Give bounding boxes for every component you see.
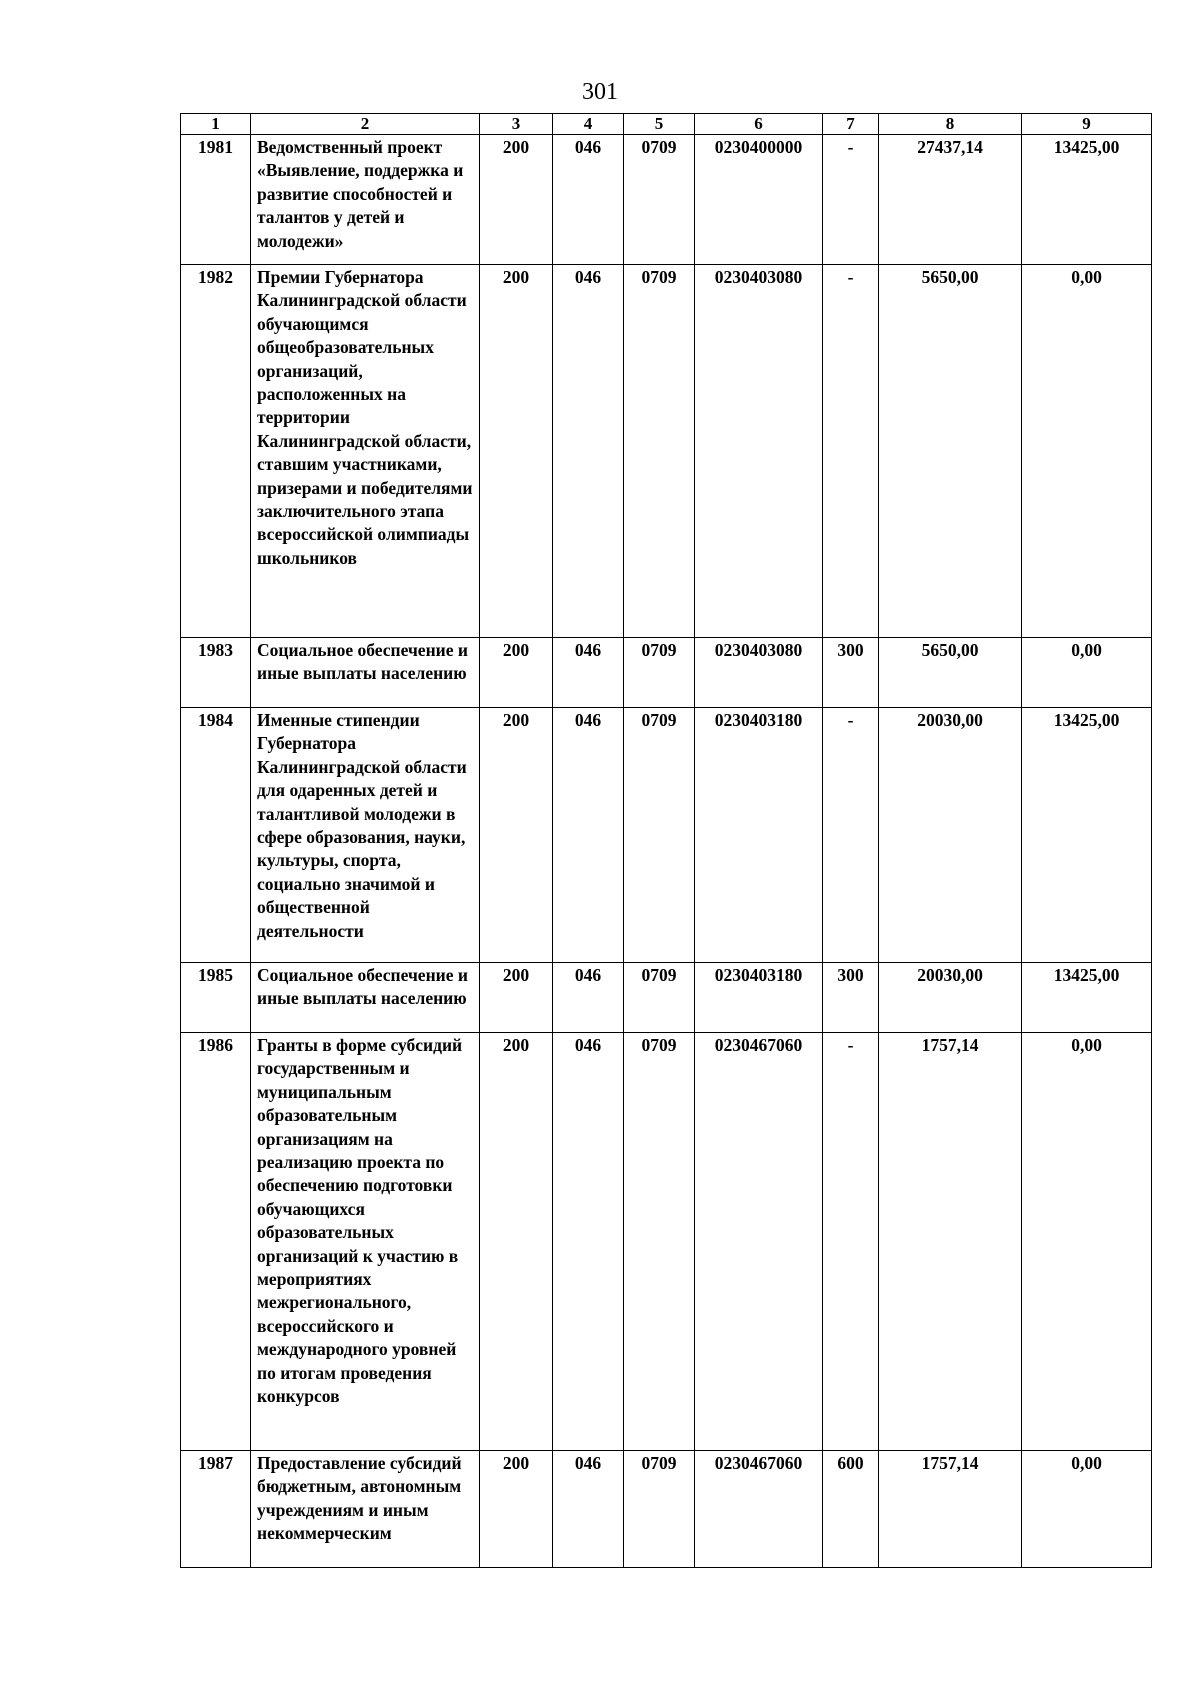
row-number: 1987 [181, 1451, 251, 1568]
row-col4: 046 [553, 265, 624, 638]
row-col9: 13425,00 [1022, 708, 1152, 963]
row-col7: - [823, 1033, 879, 1451]
row-name: Именные стипендии Губернатора Калининградской области для одаренных детей и талантливой молодежи в сфере образования, науки, культуры, спорта, социально значимой и общественной деятельности [251, 708, 480, 963]
row-col7: 300 [823, 963, 879, 1033]
row-col3: 200 [480, 1033, 553, 1451]
column-header: 7 [823, 114, 879, 135]
row-name: Предоставление субсидий бюджетным, автономным учреждениям и иным некоммерческим [251, 1451, 480, 1568]
table-header-row [181, 114, 1152, 135]
row-col8: 20030,00 [879, 963, 1022, 1033]
row-col6: 0230467060 [695, 1033, 823, 1451]
row-col8: 1757,14 [879, 1033, 1022, 1451]
row-col3: 200 [480, 1451, 553, 1568]
row-col3: 200 [480, 963, 553, 1033]
row-name: Социальное обеспечение и иные выплаты населению [251, 963, 480, 1033]
row-col6: 0230403180 [695, 963, 823, 1033]
row-number: 1986 [181, 1033, 251, 1451]
row-col9: 0,00 [1022, 265, 1152, 638]
row-col7: - [823, 708, 879, 963]
row-col5: 0709 [624, 638, 695, 708]
row-col3: 200 [480, 708, 553, 963]
row-col7: 300 [823, 638, 879, 708]
row-col5: 0709 [624, 135, 695, 265]
column-header: 3 [480, 114, 553, 135]
table-row [181, 1033, 1152, 1451]
row-col5: 0709 [624, 265, 695, 638]
column-header: 8 [879, 114, 1022, 135]
table-row [181, 638, 1152, 708]
row-name: Гранты в форме субсидий государственным и муниципальным образовательным организациям на реализацию проекта по обеспечению подготовки обучающихся образовательных организаций к участию в мероприятиях межрегионального, всероссийского и международного уровней по итогам проведения конкурсов [251, 1033, 480, 1451]
row-name: Ведомственный проект «Выявление, поддержка и развитие способностей и талантов у детей и молодежи» [251, 135, 480, 265]
table-row [181, 963, 1152, 1033]
row-name: Социальное обеспечение и иные выплаты населению [251, 638, 480, 708]
row-col9: 13425,00 [1022, 963, 1152, 1033]
row-col5: 0709 [624, 708, 695, 963]
row-number: 1984 [181, 708, 251, 963]
row-col8: 5650,00 [879, 638, 1022, 708]
table-row [181, 708, 1152, 963]
row-col9: 0,00 [1022, 1033, 1152, 1451]
row-col9: 13425,00 [1022, 135, 1152, 265]
row-col4: 046 [553, 1451, 624, 1568]
row-col7: - [823, 265, 879, 638]
row-col4: 046 [553, 1033, 624, 1451]
row-col6: 0230403180 [695, 708, 823, 963]
row-col8: 5650,00 [879, 265, 1022, 638]
row-name: Премии Губернатора Калининградской области обучающимся общеобразовательных организаций, расположенных на территории Калининградской области, ставшим участниками, призерами и победителями заключительного этапа всероссийской олимпиады школьников [251, 265, 480, 638]
row-col4: 046 [553, 963, 624, 1033]
column-header: 5 [624, 114, 695, 135]
column-header: 4 [553, 114, 624, 135]
budget-table [180, 113, 1152, 1568]
column-header: 6 [695, 114, 823, 135]
row-col6: 0230400000 [695, 135, 823, 265]
row-col5: 0709 [624, 1033, 695, 1451]
row-col4: 046 [553, 135, 624, 265]
page-number: 301 [582, 79, 618, 105]
table-row [181, 265, 1152, 638]
row-col8: 1757,14 [879, 1451, 1022, 1568]
table-row [181, 1451, 1152, 1568]
row-col4: 046 [553, 708, 624, 963]
table-row [181, 135, 1152, 265]
row-col3: 200 [480, 638, 553, 708]
row-col5: 0709 [624, 963, 695, 1033]
row-number: 1982 [181, 265, 251, 638]
column-header: 9 [1022, 114, 1152, 135]
row-col5: 0709 [624, 1451, 695, 1568]
row-col6: 0230467060 [695, 1451, 823, 1568]
row-number: 1981 [181, 135, 251, 265]
row-col7: - [823, 135, 879, 265]
row-col6: 0230403080 [695, 638, 823, 708]
row-col3: 200 [480, 135, 553, 265]
row-col8: 20030,00 [879, 708, 1022, 963]
row-col4: 046 [553, 638, 624, 708]
row-col9: 0,00 [1022, 1451, 1152, 1568]
row-number: 1983 [181, 638, 251, 708]
row-col9: 0,00 [1022, 638, 1152, 708]
row-col7: 600 [823, 1451, 879, 1568]
row-col6: 0230403080 [695, 265, 823, 638]
row-col3: 200 [480, 265, 553, 638]
column-header: 1 [181, 114, 251, 135]
row-col8: 27437,14 [879, 135, 1022, 265]
row-number: 1985 [181, 963, 251, 1033]
column-header: 2 [251, 114, 480, 135]
